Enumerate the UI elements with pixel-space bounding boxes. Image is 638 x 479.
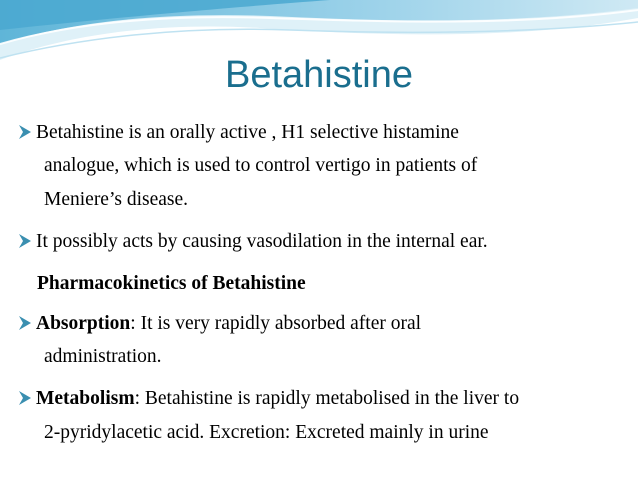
absorption-label: Absorption	[36, 313, 131, 334]
metabolism-line-2: 2-pyridylacetic acid. Excretion: Excreted mainly in urine	[44, 422, 489, 443]
metabolism-label: Metabolism	[36, 388, 135, 409]
bullet-1-line-3: Meniere’s disease.	[44, 189, 189, 210]
metabolism-line-1: Metabolism: Betahistine is rapidly metabolised in the liver to	[18, 387, 519, 411]
arrow-bullet-icon	[18, 233, 32, 249]
arrow-bullet-icon	[18, 315, 32, 331]
absorption-line-2: administration.	[44, 346, 162, 367]
arrow-bullet-icon	[18, 124, 32, 140]
bullet-1-line-2: analogue, which is used to control vertigo in patients of	[44, 155, 478, 176]
bullet-1-line-1: Betahistine is an orally active , H1 selective histamine	[18, 121, 459, 145]
subheading: Pharmacokinetics of Betahistine	[37, 273, 306, 294]
arrow-bullet-icon	[18, 390, 32, 406]
absorption-line-1: Absorption: It is very rapidly absorbed after oral	[18, 312, 421, 336]
bullet-2-line-1: It possibly acts by causing vasodilation in the internal ear.	[18, 230, 488, 254]
slide-title: Betahistine	[224, 54, 413, 96]
